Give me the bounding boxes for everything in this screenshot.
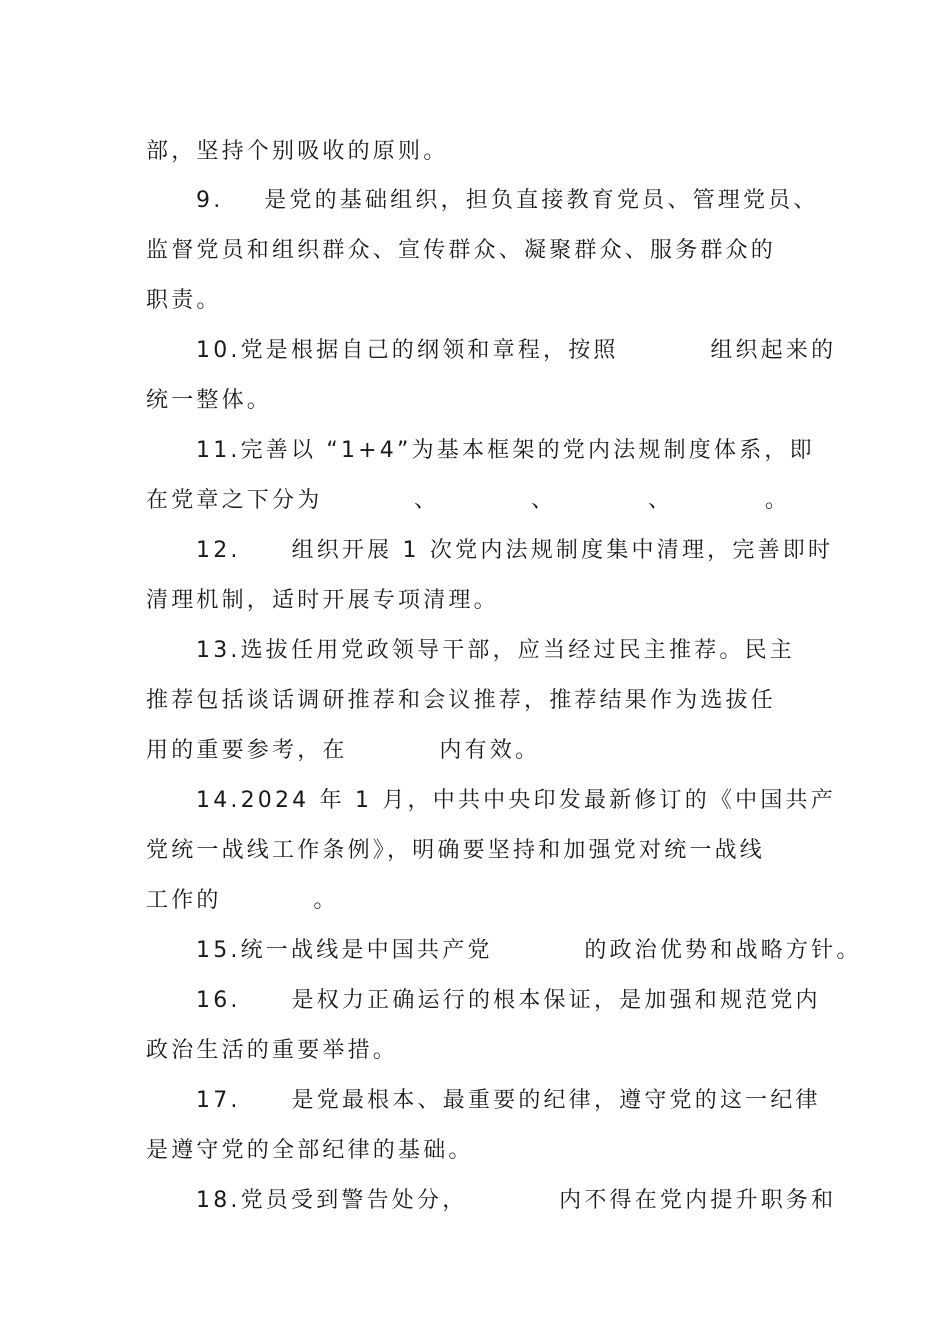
question-18-line-1: 18.党员受到警告处分， 内不得在党内提升职务和 xyxy=(196,1188,837,1213)
question-15-line-1: 15.统一战线是中国共产党 的政治优势和战略方针。 xyxy=(196,938,862,963)
text-line: 部，坚持个别吸收的原则。 xyxy=(146,139,449,164)
question-9-line-2: 监督党员和组织群众、宣传群众、凝聚群众、服务群众的 xyxy=(146,238,777,263)
question-14-line-3: 工作的 。 xyxy=(146,888,339,913)
question-9-line-1: 9. 是党的基础组织，担负直接教育党员、管理党员、 xyxy=(196,188,819,213)
question-11-line-2: 在党章之下分为 、 、 、 。 xyxy=(146,488,791,513)
question-10-line-1: 10.党是根据自己的纲领和章程，按照 组织起来的 xyxy=(196,338,837,363)
question-17-line-2: 是遵守党的全部纪律的基础。 xyxy=(146,1138,474,1163)
question-12-line-1: 12. 组织开展 1 次党内法规制度集中清理，完善即时 xyxy=(196,538,834,563)
question-16-line-2: 政治生活的重要举措。 xyxy=(146,1038,399,1063)
question-13-line-1: 13.选拔任用党政领导干部，应当经过民主推荐。民主 xyxy=(196,638,795,663)
question-13-line-3: 用的重要参考，在 内有效。 xyxy=(146,738,541,763)
question-9-line-3: 职责。 xyxy=(146,288,222,313)
question-14-line-2: 党统一战线工作条例》，明确要坚持和加强党对统一战线 xyxy=(146,838,766,863)
question-14-line-1: 14.2024 年 1 月，中共中央印发最新修订的《中国共产 xyxy=(196,788,836,813)
question-10-line-2: 统一整体。 xyxy=(146,388,273,413)
question-13-line-2: 推荐包括谈话调研推荐和会议推荐，推荐结果作为选拔任 xyxy=(146,688,777,713)
question-16-line-1: 16. 是权力正确运行的根本保证，是加强和规范党内 xyxy=(196,988,821,1013)
question-12-line-2: 清理机制，适时开展专项清理。 xyxy=(146,588,499,613)
question-17-line-1: 17. 是党最根本、最重要的纪律，遵守党的这一纪律 xyxy=(196,1088,821,1113)
question-11-line-1: 11.完善以 “1+4”为基本框架的党内法规制度体系，即 xyxy=(196,438,815,463)
